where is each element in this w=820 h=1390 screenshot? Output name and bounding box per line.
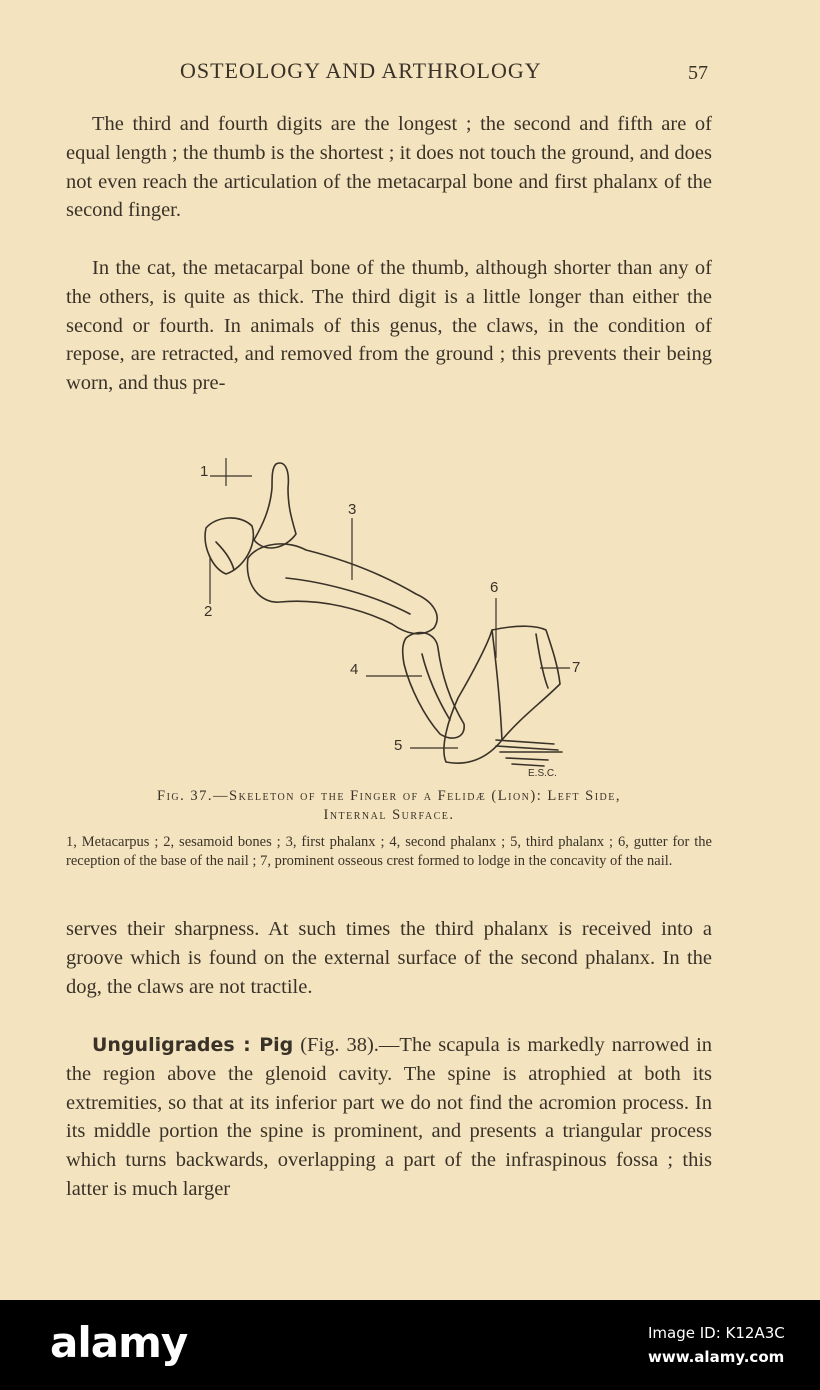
figure-label-4: 4	[350, 661, 359, 678]
running-head	[0, 58, 820, 86]
page-number: 57	[688, 62, 708, 84]
paragraph-2: In the cat, the metacarpal bone of the thumb, although shorter than any of the others, is quite as thick. The third digit is a little longer than either the second or fourth. In animals of this genus, the claws, in the condition of repose, are retracted, and removed from the ground ; this prevents their being worn, and thus pre-	[66, 257, 712, 395]
watermark-footer	[0, 1300, 820, 1390]
paragraph-4	[66, 1031, 712, 1204]
figure-label-1: 1	[200, 463, 209, 480]
paragraph-3: serves their sharpness. At such times the third phalanx is received into a groove which is found on the external surface of the second phalanx. In the dog, the claws are not tractile.	[66, 918, 712, 998]
figure-label-3: 3	[348, 501, 357, 518]
section-heading: Unguligrades : Pig	[92, 1034, 294, 1056]
figure-label-5: 5	[394, 737, 403, 754]
footer-image-id: Image ID: K12A3C	[648, 1324, 785, 1342]
paragraph-4-text: (Fig. 38).—The scapula is markedly narrowed in the region above the glenoid cavity. The spine is atrophied at both its extremities, so that at its inferior part we do not find the acromion process. In its middle portion the spine is prominent, and presents a triangular process which turns backwards, overlapping a part of the infraspinous fossa ; this latter is much larger	[66, 1034, 713, 1200]
figure-label-2: 2	[204, 603, 213, 620]
figure-label-7: 7	[572, 659, 581, 676]
figure-legend: 1, Metacarpus ; 2, sesamoid bones ; 3, first phalanx ; 4, second phalanx ; 5, third phalanx ; 6, gutter for the reception of the base of the nail ; 7, prominent osseous crest formed to lodge in the concavity of the nail.	[66, 834, 712, 869]
figure-caption-line-2: Internal Surface.	[323, 807, 455, 823]
running-title: OSTEOLOGY AND ARTHROLOGY	[180, 58, 542, 83]
figure-label-6: 6	[490, 579, 499, 596]
footer-url: www.alamy.com	[648, 1348, 785, 1366]
lion-finger-skeleton-illustration	[196, 448, 586, 780]
figure-caption-line-1: Fig. 37.—Skeleton of the Finger of a Felidæ (Lion): Left Side,	[157, 788, 621, 804]
figure-caption	[66, 787, 712, 825]
paragraph-1: The third and fourth digits are the longest ; the second and fifth are of equal length ; the thumb is the shortest ; it does not touch the ground, and does not even reach the articulation of the metacarpal bone and first phalanx of the second finger.	[66, 113, 712, 222]
metacarpus-bone	[254, 463, 296, 548]
second-phalanx	[403, 633, 465, 739]
artist-signature: E.S.C.	[528, 768, 557, 779]
sesamoid-bones	[205, 518, 253, 574]
footer-brand-logo: alamy	[50, 1318, 188, 1367]
